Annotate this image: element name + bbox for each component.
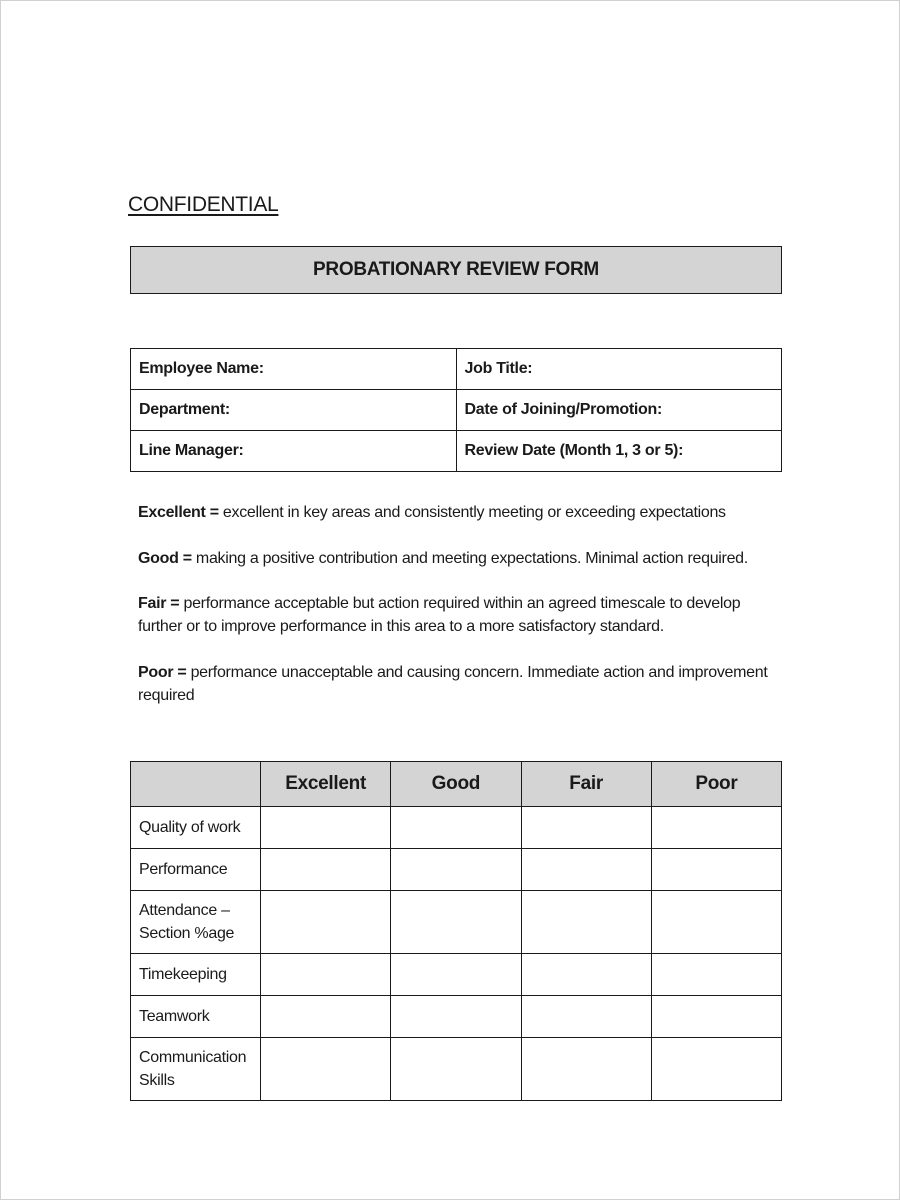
legend-term: Excellent = xyxy=(138,504,219,521)
table-row xyxy=(131,1038,782,1101)
rating-cell-fair[interactable] xyxy=(521,996,651,1038)
rating-header-row xyxy=(131,762,782,807)
rating-cell-good[interactable] xyxy=(391,954,521,996)
rating-cell-poor[interactable] xyxy=(651,807,781,849)
table-row xyxy=(131,849,782,891)
legend-text: performance acceptable but action required within an agreed timescale to develop further or to improve performance in this area to a more satisfactory standard. xyxy=(138,595,741,635)
rating-cell-excellent[interactable] xyxy=(261,807,391,849)
legend-excellent xyxy=(138,501,778,524)
department-field[interactable]: Department: xyxy=(131,390,457,431)
legend-text: making a positive contribution and meeting expectations. Minimal action required. xyxy=(191,550,748,567)
rating-cell-excellent[interactable] xyxy=(261,996,391,1038)
legend-text: excellent in key areas and consistently meeting or exceeding expectations xyxy=(218,504,726,521)
rating-cell-good[interactable] xyxy=(391,891,521,954)
rating-cell-poor[interactable] xyxy=(651,996,781,1038)
criterion-label: Performance xyxy=(131,849,261,891)
employee-name-field[interactable]: Employee Name: xyxy=(131,349,457,390)
legend-fair xyxy=(138,592,778,638)
table-row xyxy=(131,954,782,996)
rating-cell-fair[interactable] xyxy=(521,807,651,849)
rating-cell-poor[interactable] xyxy=(651,954,781,996)
corner-header xyxy=(131,762,261,807)
header-fair: Fair xyxy=(521,762,651,807)
legend-good xyxy=(138,547,778,570)
legend-term: Good = xyxy=(138,550,192,567)
employee-info-table xyxy=(130,348,782,472)
rating-cell-fair[interactable] xyxy=(521,1038,651,1101)
rating-cell-good[interactable] xyxy=(391,996,521,1038)
rating-cell-good[interactable] xyxy=(391,849,521,891)
rating-cell-good[interactable] xyxy=(391,807,521,849)
rating-cell-excellent[interactable] xyxy=(261,1038,391,1101)
rating-cell-poor[interactable] xyxy=(651,849,781,891)
line-manager-field[interactable]: Line Manager: xyxy=(131,431,457,472)
legend-term: Fair = xyxy=(138,595,180,612)
table-row xyxy=(131,891,782,954)
header-excellent: Excellent xyxy=(261,762,391,807)
rating-cell-excellent[interactable] xyxy=(261,891,391,954)
job-title-field[interactable]: Job Title: xyxy=(456,349,782,390)
rating-cell-excellent[interactable] xyxy=(261,849,391,891)
criterion-label: Communication Skills xyxy=(131,1038,261,1101)
legend-text: performance unacceptable and causing concern. Immediate action and improvement required xyxy=(138,664,768,704)
table-row xyxy=(131,807,782,849)
info-row xyxy=(131,390,782,431)
header-good: Good xyxy=(391,762,521,807)
info-row xyxy=(131,349,782,390)
rating-cell-fair[interactable] xyxy=(521,849,651,891)
form-title: PROBATIONARY REVIEW FORM xyxy=(130,246,782,294)
info-row xyxy=(131,431,782,472)
criterion-label: Quality of work xyxy=(131,807,261,849)
legend-term: Poor = xyxy=(138,664,187,681)
criterion-label: Teamwork xyxy=(131,996,261,1038)
rating-cell-good[interactable] xyxy=(391,1038,521,1101)
rating-cell-excellent[interactable] xyxy=(261,954,391,996)
date-of-joining-field[interactable]: Date of Joining/Promotion: xyxy=(456,390,782,431)
rating-cell-poor[interactable] xyxy=(651,891,781,954)
header-poor: Poor xyxy=(651,762,781,807)
criterion-label: Timekeeping xyxy=(131,954,261,996)
confidential-label: CONFIDENTIAL xyxy=(128,193,279,216)
review-date-field[interactable]: Review Date (Month 1, 3 or 5): xyxy=(456,431,782,472)
rating-cell-poor[interactable] xyxy=(651,1038,781,1101)
criterion-label: Attendance – Section %age xyxy=(131,891,261,954)
legend-poor xyxy=(138,661,778,707)
rating-cell-fair[interactable] xyxy=(521,954,651,996)
table-row xyxy=(131,996,782,1038)
rating-cell-fair[interactable] xyxy=(521,891,651,954)
rating-table xyxy=(130,761,782,1101)
